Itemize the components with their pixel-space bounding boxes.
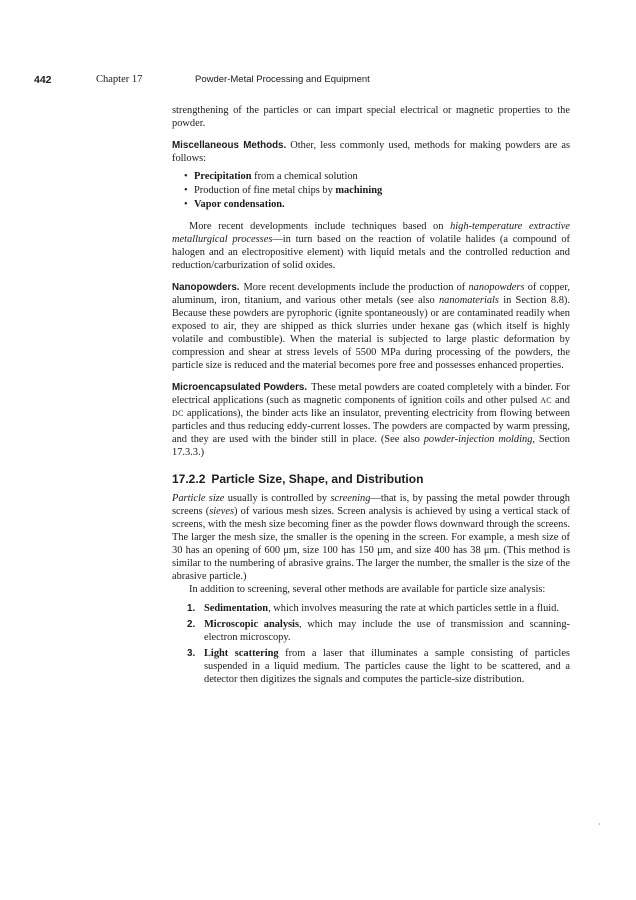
- list-item: • Precipitation from a chemical solution: [184, 171, 358, 182]
- section-title: Particle Size, Shape, and Distribution: [211, 472, 424, 486]
- list-item: 3. Light scattering from a laser that illuminates a sample consisting of particles suspended in a liquid medium. The particles cause the light to be scattered, and a detector then digitizes the signals and computes the particle-size distribution.: [187, 648, 570, 685]
- chapter-label: Chapter 17: [96, 74, 143, 85]
- bullet-list-methods: [172, 170, 570, 211]
- paragraph-continued: strengthening of the particles or can impart special electrical or magnetic properties to the powder.: [172, 105, 570, 129]
- paragraph-microencapsulated: Microencapsulated Powders. These metal powders are coated completely with a binder. For electrical applications (such as magnetic components of ignition coils and other pulsed AC and DC applications), the binder acts like an insulator, preventing electricity from flowing between particles and thus reducing eddy-current losses. The powders are compacted by warm pressing, and they are used with the binder still in place. (See also powder-injection molding, Section 17.3.3.): [172, 382, 570, 458]
- section-heading: [172, 473, 570, 486]
- section-number: 17.2.2: [172, 472, 206, 486]
- stray-mark: ·: [598, 820, 601, 829]
- paragraph-particle-size: Particle size usually is controlled by screening—that is, by passing the metal powder through screens (sieves) of various mesh sizes. Screen analysis is achieved by using a vertical stack of screens, with the mesh size becoming finer as the powder flows downward through the screens. The larger the mesh size, the smaller is the opening in the screen. For example, a mesh size of 30 has an opening of 600 μm, size 100 has 150 μm, and size 400 has 38 μm. (This method is similar to the numbering of abrasive grains. The larger the number, the smaller is the size of the abrasive particle.): [172, 493, 570, 582]
- list-item: 1. Sedimentation, which involves measuring the rate at which particles settle in a fluid.: [187, 603, 559, 614]
- paragraph-miscellaneous: Miscellaneous Methods. Other, less commonly used, methods for making powders are as follows:: [172, 140, 570, 164]
- list-item: • Production of fine metal chips by machining: [184, 185, 383, 196]
- paragraph-other-methods: In addition to screening, several other methods are available for particle size analysis:: [189, 584, 546, 595]
- run-in-heading-miscellaneous: Miscellaneous Methods.: [172, 140, 287, 151]
- body-text: [172, 104, 570, 689]
- list-item: • Vapor condensation.: [184, 199, 285, 210]
- list-item: 2. Microscopic analysis, which may include the use of transmission and scanning-electron microscopy.: [187, 619, 570, 643]
- bullet-icon: •: [184, 199, 188, 210]
- page-number: 442: [34, 74, 52, 86]
- paragraph-extractive: More recent developments include techniques based on high-temperature extractive metallurgical processes—in turn based on the reaction of volatile halides (a compound of halogen and an electropositive element) with liquid metals and the controlled reduction and reduction/carburization of solid oxides.: [172, 221, 570, 271]
- paragraph-nanopowders: Nanopowders. More recent developments include the production of nanopowders of copper, aluminum, iron, titanium, and various other metals (see also nanomaterials in Section 8.8). Because these powders are pyrophoric (ignite spontaneously) or are contaminated readily when exposed to air, they are shipped as thick slurries under hexane gas (which itself is highly volatile and combustible). When the material is subjected to large plastic deformation by compression and shear at stress levels of 5500 MPa during processing of the powders, the particle size is reduced and the material becomes pore free and possesses enhanced properties.: [172, 282, 570, 371]
- run-in-heading-nanopowders: Nanopowders.: [172, 282, 240, 293]
- bullet-icon: •: [184, 185, 188, 196]
- chapter-title: Powder-Metal Processing and Equipment: [195, 74, 370, 85]
- bullet-icon: •: [184, 171, 188, 182]
- numbered-list-analysis-methods: [172, 602, 570, 686]
- running-header: [34, 74, 594, 90]
- run-in-heading-microencapsulated: Microencapsulated Powders.: [172, 382, 308, 393]
